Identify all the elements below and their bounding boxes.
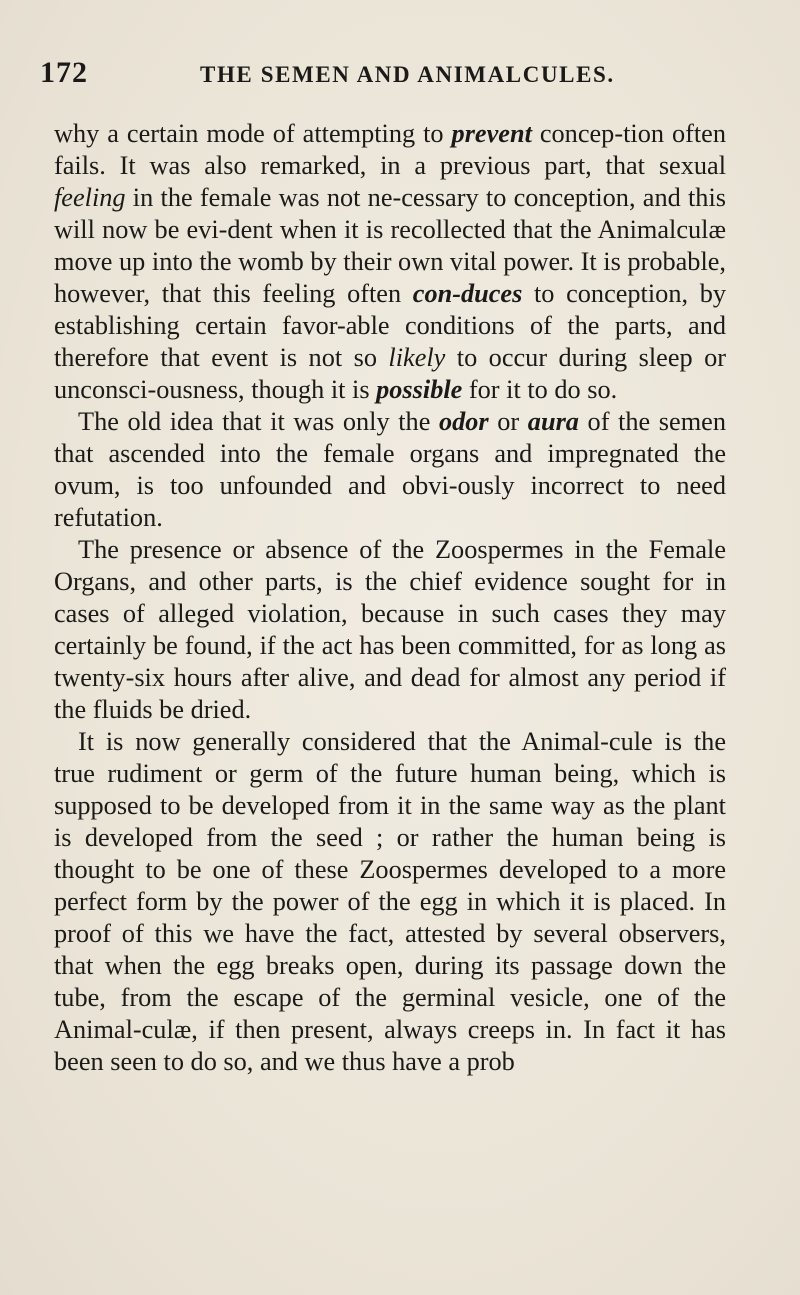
emphasis-text: possible [376, 375, 463, 404]
text-run: The old idea that it was only the [78, 407, 439, 436]
paragraph [54, 406, 726, 534]
text-run: It is now generally considered that the Animal-cule is the true rudiment or germ of the future human being, which is supposed to be developed from it in the same way as the plant is developed from the seed ; or rather the human being is thought to be one of these Zoospermes developed to a more perfect form by the power of the egg in which it is placed. In proof of this we have the fact, attested by several observers, that when the egg breaks open, during its passage down the tube, from the escape of the germinal vesicle, one of the Animal-culæ, if then present, always creeps in. In fact it has been seen to do so, and we thus have a prob [54, 727, 726, 1076]
text-run: to conception, by establishing certain favor-able conditions of the parts, and therefore that event is not so [54, 279, 726, 372]
emphasis-text: feeling [54, 183, 126, 212]
text-run: or [488, 407, 528, 436]
emphasis-text: prevent [451, 119, 532, 148]
emphasis-text: likely [388, 343, 446, 372]
emphasis-text: odor [438, 407, 489, 436]
page-header [40, 56, 760, 100]
paragraph [54, 534, 726, 726]
page-number: 172 [40, 56, 88, 89]
text-run: of the semen that ascended into the female organs and impregnated the ovum, is too unfounded and obvi-ously incorrect to need refutation. [54, 407, 726, 532]
text-run: concep-tion often fails. It was also remarked, in a previous part, that sexual [54, 119, 726, 180]
text-run: to occur during sleep or unconsci-ousness, though it is [54, 343, 726, 404]
paragraph [54, 726, 726, 1078]
running-head: THE SEMEN AND ANIMALCULES. [200, 62, 615, 87]
emphasis-text: aura [527, 407, 579, 436]
body-text [54, 118, 726, 1078]
paragraph [54, 118, 726, 406]
emphasis-text: con-duces [412, 279, 523, 308]
text-run: for it to do so. [462, 375, 618, 404]
text-run: in the female was not ne-cessary to conception, and this will now be evi-dent when it is recollected that the Animalculæ move up into the womb by their own vital power. It is probable, however, that this feeling often [54, 183, 726, 308]
text-run: The presence or absence of the Zoospermes in the Female Organs, and other parts, is the chief evidence sought for in cases of alleged violation, because in such cases they may certainly be found, if the act has been committed, for as long as twenty-six hours after alive, and dead for almost any period if the fluids be dried. [54, 535, 726, 724]
text-run: why a certain mode of attempting to [54, 119, 452, 148]
